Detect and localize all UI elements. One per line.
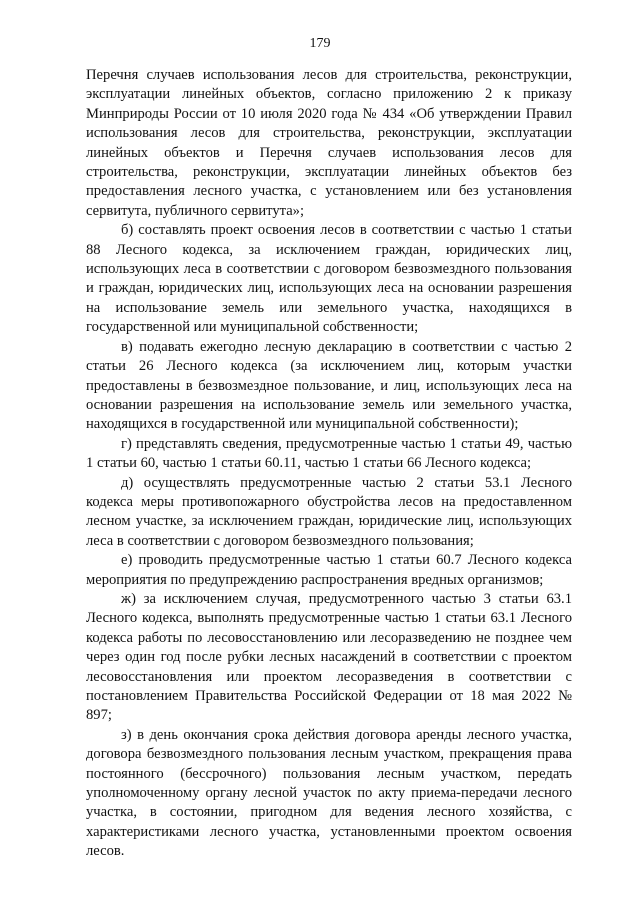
document-body — [86, 66, 572, 862]
paragraph-item-v: в) подавать ежегодно лесную декларацию в соответствии с частью 2 статьи 26 Лесного кодекса (за исключением лиц, которым участки предоставлены в безвозмездное пользование, и лиц, использующих леса на основании разрешения на использование земель или земельного участка, находящихся в государственной или муниципальной собственности); — [86, 338, 572, 433]
paragraph-item-e: е) проводить предусмотренные частью 1 статьи 60.7 Лесного кодекса мероприятия по предупреждению распространения вредных организмов; — [86, 552, 572, 588]
paragraph-item-g: г) представлять сведения, предусмотренные частью 1 статьи 49, частью 1 статьи 60, частью 1 статьи 60.11, частью 1 статьи 66 Лесного кодекса; — [86, 435, 572, 472]
paragraph-item-d: д) осуществлять предусмотренные частью 2 статьи 53.1 Лесного кодекса меры противопожарного обустройства лесов на предоставленном лесном участке, за исключением граждан, юридические лиц, использующих леса в соответствии с договором безвозмездного пользования; — [86, 474, 572, 549]
paragraph-item-zh: ж) за исключением случая, предусмотренного частью 3 статьи 63.1 Лесного кодекса, выполнять предусмотренные частью 1 статьи 63.1 Лесного кодекса работы по лесовосстановлению или лесоразведению не позднее чем через один год после рубки лесных насаждений в соответствии с проектом лесовосстановления или проектом лесоразведения в соответствии с постановлением Правительства Российской Федерации от 18 мая 2022 № 897; — [86, 590, 572, 724]
page-number: 179 — [309, 36, 331, 51]
paragraph-item-b: б) составлять проект освоения лесов в соответствии с частью 1 статьи 88 Лесного кодекса, за исключением граждан, юридических лиц, использующих леса в соответствии с договором безвозмездного пользования и граждан, юридических лиц, использующих леса на основании разрешения на использование земель или земельного участка, находящихся в государственной или муниципальной собственности; — [86, 222, 572, 336]
paragraph-continuation: Перечня случаев использования лесов для строительства, реконструкции, эксплуатации линейных объектов, согласно приложению 2 к приказу Минприроды России от 10 июля 2020 года № 434 «Об утверждении Правил использования лесов для строительства, реконструкции, эксплуатации линейных объектов и Перечня случаев использования лесов для строительства, реконструкции, эксплуатации линейных объектов без предоставления лесного участка, с установлением или без установления сервитута, публичного сервитута»; — [86, 67, 572, 219]
paragraph-item-z: з) в день окончания срока действия договора аренды лесного участка, договора безвозмездного пользования лесным участком, прекращения права постоянного (бессрочного) пользования лесным участком, передать уполномоченному органу лесной участок по акту приема-передачи лесного участка, в состоянии, пригодном для ведения лесного хозяйства, с характеристиками лесного участка, установленными проектом освоения лесов. — [86, 726, 572, 860]
